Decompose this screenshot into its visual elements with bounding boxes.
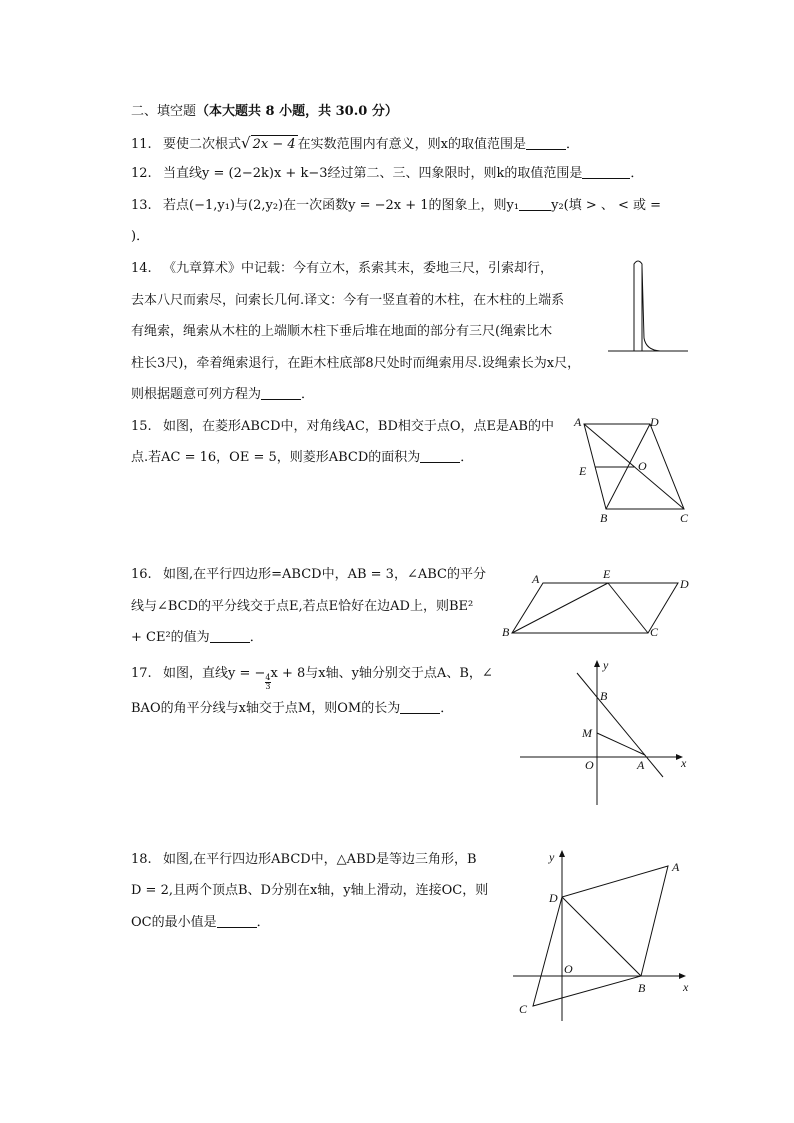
radicand: 2x − 4: [252, 137, 296, 152]
radical-sign: √: [241, 134, 251, 152]
label-O: O: [564, 962, 573, 976]
question-text: OC的最小值是: [131, 915, 217, 930]
fraction-numerator: 4: [265, 673, 271, 682]
question-number: 15.: [131, 419, 152, 434]
question-13: [131, 197, 661, 215]
question-end: ．: [630, 166, 644, 181]
section-heading: [131, 103, 398, 121]
question-text: 要使二次根式: [163, 137, 242, 152]
answer-blank[interactable]: [261, 387, 301, 400]
label-A: A: [672, 860, 680, 874]
question-12: [131, 165, 643, 183]
label-C: C: [650, 625, 659, 639]
question-text: BAO的角平分线与x轴交于点M，则OM的长为: [131, 701, 401, 716]
label-x: x: [681, 756, 687, 770]
fraction-denominator: 3: [265, 682, 271, 691]
label-O: O: [585, 758, 594, 772]
label-M: M: [582, 726, 592, 740]
question-text: 如图,在平行四边形=ABCD中，AB = 3，∠ABC的平分: [163, 567, 486, 582]
question-end: ．: [249, 630, 263, 645]
question-number: 11.: [131, 137, 152, 152]
label-C: C: [519, 1002, 528, 1016]
rope: [642, 266, 660, 351]
question-text: 则根据题意可列方程为: [131, 387, 262, 402]
label-A: A: [574, 415, 582, 429]
question-18-line2: D = 2,且两个顶点B、D分别在x轴，y轴上滑动，连接OC，则: [131, 883, 489, 898]
question-end: ．: [440, 701, 454, 716]
question-number: 16.: [131, 567, 152, 582]
label-D: D: [549, 891, 558, 905]
question-16: [131, 566, 486, 584]
question-15-line2: [131, 449, 473, 467]
segment-AM: [597, 733, 645, 755]
label-E: E: [603, 567, 611, 581]
question-text: + CE²的值为: [131, 630, 210, 645]
question-14-last: [131, 386, 314, 404]
question-18-line3: [131, 914, 270, 932]
label-B: B: [502, 625, 510, 639]
question-text: x + 8与x轴、y轴分别交于点A、B，∠: [270, 666, 493, 681]
question-number: 13.: [131, 198, 152, 213]
question-number: 14.: [131, 261, 152, 276]
question-14-line: 去本八尺而索尽，问索长几何.译文：今有一竖直着的木柱，在木柱的上端系: [131, 293, 565, 308]
x-axis-arrow: [679, 973, 686, 979]
label-y: y: [603, 658, 609, 672]
question-number: 18.: [131, 852, 152, 867]
answer-blank[interactable]: [217, 915, 257, 928]
answer-blank[interactable]: [400, 701, 440, 714]
label-B: B: [638, 981, 646, 995]
question-14-line: 有绳索，绳索从木柱的上端顺木柱下垂后堆在地面的部分有三尺(绳索比木: [131, 324, 553, 339]
question-text: 如图，在菱形ABCD中，对角线AC，BD相交于点O，点E是AB的中: [163, 419, 554, 434]
label-x: x: [683, 980, 689, 994]
question-text: 如图,在平行四边形ABCD中，△ABD是等边三角形，B: [163, 852, 477, 867]
label-y: y: [549, 850, 555, 864]
label-C: C: [680, 511, 689, 525]
section-title: 二、填空题: [131, 104, 197, 119]
parallelogram-axes-figure: [505, 845, 695, 1025]
parallelogram-figure: [500, 566, 700, 641]
line-axes-figure: [515, 655, 695, 810]
question-16-line3: [131, 629, 263, 647]
question-16-line2: 线与∠BCD的平分线交于点E,若点E恰好在边AD上，则BE²: [131, 599, 474, 614]
label-A: A: [637, 758, 645, 772]
diagonal-BD: [562, 897, 641, 976]
segment-CE: [608, 583, 648, 633]
label-A: A: [532, 572, 540, 586]
question-end: ．: [565, 137, 579, 152]
answer-blank[interactable]: [210, 630, 250, 643]
section-info: （本大题共 8 小题，共 30.0 分）: [196, 104, 398, 119]
question-18: [131, 851, 477, 869]
question-text: 如图，直线y = −: [163, 666, 266, 681]
label-B: B: [600, 689, 608, 703]
pole: [634, 261, 642, 351]
rhombus-figure: [570, 412, 695, 527]
answer-blank[interactable]: [420, 450, 460, 463]
question-14-line: 柱长3尺)，牵着绳索退行，在距木柱底部8尺处时而绳索用尽.设绳索长为x尺，: [131, 356, 581, 371]
question-number: 17.: [131, 666, 152, 681]
question-end: ．: [301, 387, 315, 402]
question-end: ．: [256, 915, 270, 930]
label-E: E: [579, 464, 587, 478]
question-17-line2: [131, 700, 453, 718]
label-D: D: [650, 415, 659, 429]
question-11: [131, 134, 579, 154]
pole-rope-figure: [600, 258, 695, 358]
question-text: y₂(填 > 、 < 或 =: [551, 198, 662, 213]
label-B: B: [600, 511, 608, 525]
question-17: [131, 665, 493, 691]
question-text: 点.若AC = 16，OE = 5，则菱形ABCD的面积为: [131, 450, 421, 465]
segment-BE: [512, 583, 608, 633]
question-end: ．: [460, 450, 474, 465]
question-number: 12.: [131, 166, 152, 181]
question-15: [131, 418, 554, 436]
answer-blank[interactable]: [526, 137, 566, 150]
question-14: [131, 260, 553, 278]
label-D: D: [680, 577, 689, 591]
y-axis-arrow: [559, 850, 565, 857]
answer-blank[interactable]: [519, 198, 551, 211]
question-line: 《九章算术》中记载：今有立木，系索其末，委地三尺，引索却行，: [163, 261, 554, 276]
question-text: 若点(−1,y₁)与(2,y₂)在一次函数y = −2x + 1的图象上，则y₁: [163, 198, 520, 213]
y-axis-arrow: [594, 660, 600, 667]
question-text: 在实数范围内有意义，则x的取值范围是: [297, 137, 526, 152]
answer-blank[interactable]: [582, 166, 630, 179]
label-O: O: [638, 459, 647, 473]
question-text: 当直线y = (2−2k)x + k−3经过第二、三、四象限时，则k的取值范围是: [163, 166, 583, 181]
question-13-continued: )．: [131, 229, 150, 244]
